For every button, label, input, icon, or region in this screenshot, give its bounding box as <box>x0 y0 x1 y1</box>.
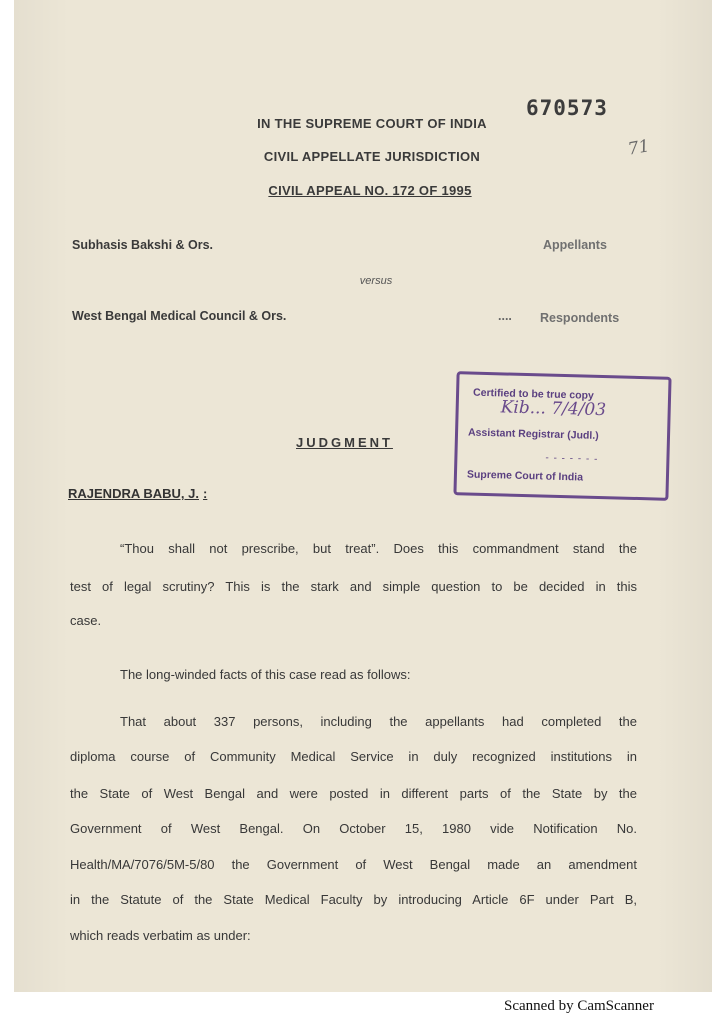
judge-suffix: : <box>202 486 208 501</box>
para3-line6: in the Statute of the State Medical Faculty by introducing Article 6F under Part B, <box>70 892 637 907</box>
stamp-signature: Kib... 7/4/03 <box>500 397 607 421</box>
stamp-court-text: Supreme Court of India <box>466 468 584 484</box>
para3-line2: diploma course of Community Medical Service in duly recognized institutions in <box>70 749 637 764</box>
certified-copy-stamp <box>453 371 671 501</box>
para1-line1: “Thou shall not prescribe, but treat”. Does this commandment stand the <box>120 541 637 556</box>
appeal-number: CIVIL APPEAL NO. 172 OF 1995 <box>268 183 472 198</box>
appellants: Subhasis Bakshi & Ors. <box>72 238 214 252</box>
scanner-watermark: Scanned by CamScanner <box>504 998 654 1014</box>
respondents-role: Respondents <box>540 311 620 325</box>
versus-label: versus <box>359 275 393 287</box>
para3-line3: the State of West Bengal and were posted in different parts of the State by the <box>70 786 637 801</box>
respondents: West Bengal Medical Council & Ors. <box>72 309 287 323</box>
document-number: 670573 <box>526 96 608 120</box>
judge-name <box>68 486 207 501</box>
judgment-heading: JUDGMENT <box>296 435 393 450</box>
para3-line4: Government of West Bengal. On October 15, 1980 vide Notification No. <box>70 821 637 836</box>
para3-line7: which reads verbatim as under: <box>70 928 251 943</box>
para2-line1: The long-winded facts of this case read as follows: <box>120 667 411 682</box>
jurisdiction: CIVIL APPELLATE JURISDICTION <box>263 149 481 164</box>
stamp-dashes: - - - - - - - <box>545 452 599 465</box>
judge-name-text: RAJENDRA BABU, J. <box>68 486 199 501</box>
court-title: IN THE SUPREME COURT OF INDIA <box>257 116 487 131</box>
para1-line2: test of legal scrutiny? This is the stark and simple question to be decided in this <box>70 579 637 594</box>
para3-line1: That about 337 persons, including the appellants had completed the <box>120 714 637 729</box>
stamp-certified-text: Certified to be true copy <box>472 386 594 402</box>
respondents-dots: .... <box>498 309 512 323</box>
appellants-role: Appellants <box>543 238 607 252</box>
para1-line3: case. <box>70 613 102 628</box>
handwritten-margin-note: 71 <box>626 136 652 160</box>
stamp-registrar-text: Assistant Registrar (Judl.) <box>467 426 599 442</box>
para3-line5: Health/MA/7076/5M-5/80 the Government of West Bengal made an amendment <box>70 857 637 872</box>
